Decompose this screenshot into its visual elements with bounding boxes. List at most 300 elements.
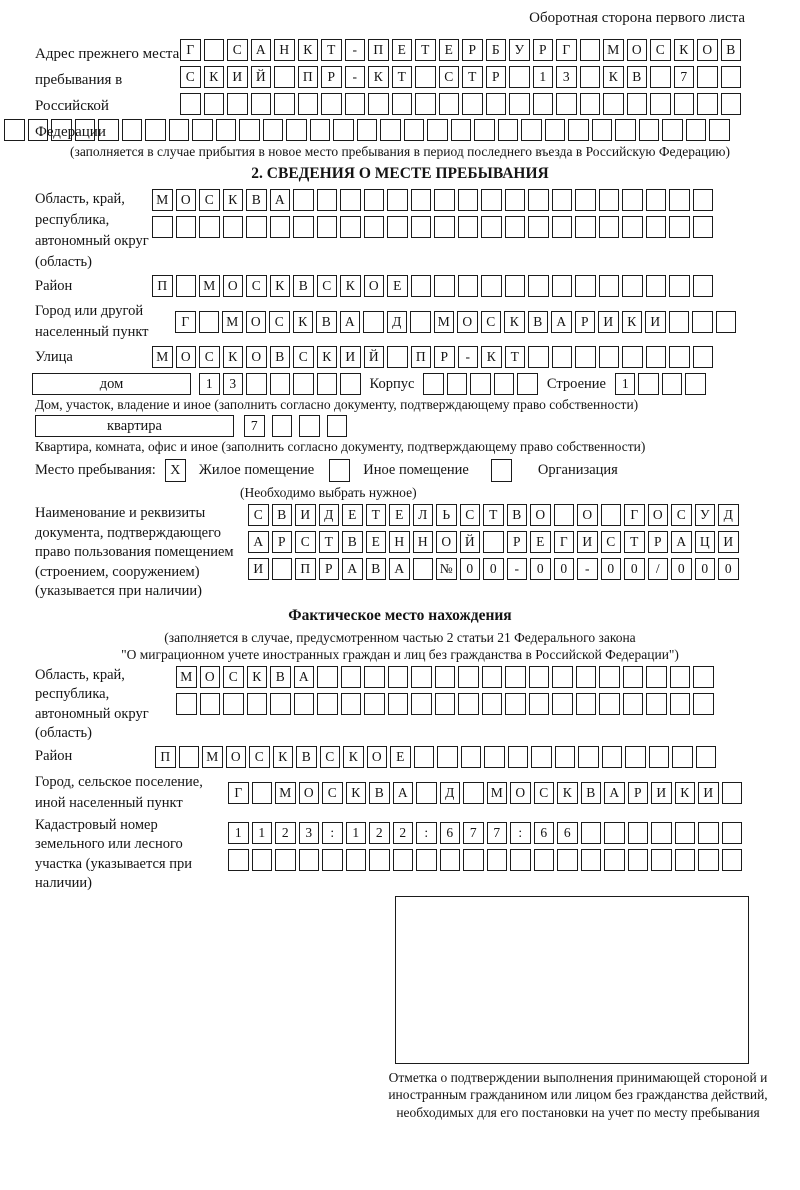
char-box[interactable] xyxy=(364,189,385,211)
char-box[interactable]: С xyxy=(671,504,692,526)
char-box[interactable] xyxy=(622,189,643,211)
char-box[interactable] xyxy=(481,189,502,211)
char-box[interactable] xyxy=(521,119,542,141)
char-box[interactable] xyxy=(427,119,448,141)
char-box[interactable] xyxy=(669,216,690,238)
char-box[interactable]: Р xyxy=(434,346,455,368)
char-box[interactable]: В xyxy=(272,504,293,526)
char-box[interactable] xyxy=(4,119,25,141)
char-box[interactable]: Р xyxy=(507,531,528,553)
char-box[interactable]: Е xyxy=(366,531,387,553)
char-box[interactable] xyxy=(474,119,495,141)
char-box[interactable]: - xyxy=(345,66,366,88)
char-box[interactable]: О xyxy=(510,782,531,804)
char-box[interactable] xyxy=(251,93,272,115)
char-box[interactable]: О xyxy=(226,746,247,768)
char-box[interactable]: С xyxy=(322,782,343,804)
char-box[interactable] xyxy=(199,216,220,238)
char-box[interactable] xyxy=(227,93,248,115)
char-box[interactable] xyxy=(380,119,401,141)
char-box[interactable] xyxy=(368,93,389,115)
char-box[interactable]: Р xyxy=(321,66,342,88)
char-box[interactable]: В xyxy=(296,746,317,768)
char-box[interactable] xyxy=(176,216,197,238)
char-box[interactable]: В xyxy=(246,189,267,211)
char-box[interactable] xyxy=(568,119,589,141)
char-box[interactable]: О xyxy=(436,531,457,553)
char-box[interactable]: С xyxy=(601,531,622,553)
char-box[interactable] xyxy=(556,93,577,115)
char-box[interactable]: - xyxy=(345,39,366,61)
char-box[interactable] xyxy=(646,189,667,211)
char-box[interactable]: С xyxy=(481,311,502,333)
char-box[interactable] xyxy=(721,66,742,88)
char-box[interactable] xyxy=(528,189,549,211)
char-box[interactable]: В xyxy=(342,531,363,553)
char-box[interactable]: К xyxy=(622,311,643,333)
char-box[interactable] xyxy=(317,189,338,211)
char-box[interactable] xyxy=(599,275,620,297)
char-box[interactable]: А xyxy=(551,311,572,333)
char-box[interactable]: М xyxy=(202,746,223,768)
char-box[interactable] xyxy=(672,746,693,768)
char-box[interactable] xyxy=(638,373,659,395)
char-box[interactable]: 7 xyxy=(244,415,265,437)
char-box[interactable] xyxy=(505,275,526,297)
char-box[interactable] xyxy=(581,822,602,844)
char-box[interactable]: С xyxy=(650,39,671,61)
char-box[interactable]: Г xyxy=(228,782,249,804)
char-box[interactable]: П xyxy=(368,39,389,61)
char-box[interactable]: О xyxy=(457,311,478,333)
char-box[interactable]: К xyxy=(674,39,695,61)
char-box[interactable] xyxy=(416,782,437,804)
char-box[interactable]: И xyxy=(651,782,672,804)
char-box[interactable] xyxy=(627,93,648,115)
char-box[interactable] xyxy=(693,216,714,238)
char-box[interactable]: Г xyxy=(556,39,577,61)
char-box[interactable] xyxy=(552,189,573,211)
char-box[interactable]: О xyxy=(246,346,267,368)
char-box[interactable] xyxy=(486,93,507,115)
char-box[interactable]: С xyxy=(227,39,248,61)
char-box[interactable] xyxy=(340,373,361,395)
char-box[interactable] xyxy=(669,311,690,333)
char-box[interactable]: С xyxy=(199,189,220,211)
char-box[interactable]: С xyxy=(320,746,341,768)
char-box[interactable] xyxy=(685,373,706,395)
char-box[interactable] xyxy=(317,216,338,238)
char-box[interactable] xyxy=(576,693,597,715)
char-box[interactable] xyxy=(216,119,237,141)
char-box[interactable]: Е xyxy=(342,504,363,526)
char-box[interactable]: О xyxy=(364,275,385,297)
char-box[interactable] xyxy=(575,346,596,368)
char-box[interactable] xyxy=(639,119,660,141)
char-box[interactable]: Е xyxy=(392,39,413,61)
char-box[interactable] xyxy=(534,849,555,871)
char-box[interactable] xyxy=(508,746,529,768)
char-box[interactable] xyxy=(698,849,719,871)
char-box[interactable] xyxy=(575,275,596,297)
char-box[interactable] xyxy=(509,66,530,88)
char-box[interactable] xyxy=(528,216,549,238)
char-box[interactable]: А xyxy=(270,189,291,211)
char-box[interactable] xyxy=(693,189,714,211)
char-box[interactable]: 0 xyxy=(671,558,692,580)
char-box[interactable] xyxy=(393,849,414,871)
char-box[interactable]: Р xyxy=(486,66,507,88)
char-box[interactable] xyxy=(176,275,197,297)
char-box[interactable] xyxy=(416,849,437,871)
char-box[interactable]: В xyxy=(270,666,291,688)
char-box[interactable] xyxy=(414,746,435,768)
char-box[interactable] xyxy=(341,693,362,715)
char-box[interactable]: Б xyxy=(486,39,507,61)
char-box[interactable]: В xyxy=(369,782,390,804)
char-box[interactable]: К xyxy=(557,782,578,804)
char-box[interactable] xyxy=(604,849,625,871)
char-box[interactable]: 0 xyxy=(601,558,622,580)
char-box[interactable]: Р xyxy=(462,39,483,61)
char-box[interactable] xyxy=(693,346,714,368)
char-box[interactable]: М xyxy=(434,311,455,333)
char-box[interactable] xyxy=(552,666,573,688)
char-box[interactable]: 0 xyxy=(554,558,575,580)
char-box[interactable]: О xyxy=(176,189,197,211)
char-box[interactable] xyxy=(646,693,667,715)
char-box[interactable] xyxy=(413,558,434,580)
char-box[interactable] xyxy=(529,666,550,688)
char-box[interactable] xyxy=(246,373,267,395)
char-box[interactable]: И xyxy=(577,531,598,553)
char-box[interactable]: И xyxy=(698,782,719,804)
char-box[interactable]: Д xyxy=(387,311,408,333)
char-box[interactable] xyxy=(557,849,578,871)
char-box[interactable] xyxy=(505,693,526,715)
char-box[interactable] xyxy=(533,93,554,115)
char-box[interactable]: 1 xyxy=(252,822,273,844)
char-box[interactable]: О xyxy=(200,666,221,688)
char-box[interactable] xyxy=(415,66,436,88)
char-box[interactable]: М xyxy=(275,782,296,804)
char-box[interactable] xyxy=(410,311,431,333)
char-box[interactable]: И xyxy=(227,66,248,88)
char-box[interactable] xyxy=(435,666,456,688)
char-box[interactable] xyxy=(721,93,742,115)
char-box[interactable] xyxy=(604,822,625,844)
char-box[interactable] xyxy=(670,666,691,688)
char-box[interactable] xyxy=(697,66,718,88)
char-box[interactable] xyxy=(675,849,696,871)
char-box[interactable]: А xyxy=(604,782,625,804)
char-box[interactable]: С xyxy=(295,531,316,553)
char-box[interactable]: С xyxy=(223,666,244,688)
char-box[interactable]: К xyxy=(298,39,319,61)
char-box[interactable] xyxy=(310,119,331,141)
char-box[interactable] xyxy=(286,119,307,141)
char-box[interactable] xyxy=(552,346,573,368)
char-box[interactable] xyxy=(662,119,683,141)
char-box[interactable] xyxy=(434,189,455,211)
char-box[interactable] xyxy=(669,189,690,211)
char-box[interactable]: Н xyxy=(413,531,434,553)
char-box[interactable] xyxy=(274,93,295,115)
char-box[interactable]: А xyxy=(251,39,272,61)
char-box[interactable]: В xyxy=(507,504,528,526)
char-box[interactable] xyxy=(387,216,408,238)
char-box[interactable] xyxy=(317,373,338,395)
char-box[interactable] xyxy=(411,275,432,297)
char-box[interactable]: Н xyxy=(389,531,410,553)
char-box[interactable] xyxy=(392,93,413,115)
char-box[interactable]: П xyxy=(155,746,176,768)
char-box[interactable] xyxy=(625,746,646,768)
char-box[interactable]: К xyxy=(270,275,291,297)
char-box[interactable] xyxy=(484,746,505,768)
char-box[interactable]: 0 xyxy=(695,558,716,580)
char-box[interactable] xyxy=(252,849,273,871)
char-box[interactable] xyxy=(693,666,714,688)
char-box[interactable] xyxy=(252,782,273,804)
char-box[interactable]: Й xyxy=(460,531,481,553)
char-box[interactable]: И xyxy=(645,311,666,333)
char-box[interactable]: Л xyxy=(413,504,434,526)
char-box[interactable] xyxy=(696,746,717,768)
char-box[interactable] xyxy=(223,216,244,238)
char-box[interactable]: С xyxy=(269,311,290,333)
char-box[interactable]: К xyxy=(340,275,361,297)
char-box[interactable]: 7 xyxy=(674,66,695,88)
char-box[interactable] xyxy=(482,693,503,715)
char-box[interactable] xyxy=(388,693,409,715)
char-box[interactable]: Т xyxy=(505,346,526,368)
char-box[interactable] xyxy=(458,693,479,715)
char-box[interactable] xyxy=(440,849,461,871)
checkbox-organizatsiya[interactable] xyxy=(491,459,512,482)
char-box[interactable] xyxy=(270,216,291,238)
char-box[interactable]: М xyxy=(199,275,220,297)
char-box[interactable] xyxy=(404,119,425,141)
char-box[interactable] xyxy=(275,849,296,871)
char-box[interactable] xyxy=(505,216,526,238)
char-box[interactable]: А xyxy=(340,311,361,333)
char-box[interactable] xyxy=(223,693,244,715)
char-box[interactable] xyxy=(599,216,620,238)
char-box[interactable]: М xyxy=(487,782,508,804)
char-box[interactable] xyxy=(434,275,455,297)
char-box[interactable]: У xyxy=(695,504,716,526)
char-box[interactable] xyxy=(628,849,649,871)
char-box[interactable] xyxy=(470,373,491,395)
char-box[interactable] xyxy=(722,849,743,871)
char-box[interactable]: О xyxy=(648,504,669,526)
char-box[interactable] xyxy=(662,373,683,395)
char-box[interactable]: В xyxy=(270,346,291,368)
char-box[interactable] xyxy=(698,822,719,844)
char-box[interactable] xyxy=(293,373,314,395)
char-box[interactable] xyxy=(463,782,484,804)
char-box[interactable]: Н xyxy=(274,39,295,61)
char-box[interactable]: В xyxy=(366,558,387,580)
char-box[interactable]: П xyxy=(411,346,432,368)
char-box[interactable]: И xyxy=(340,346,361,368)
char-box[interactable] xyxy=(580,39,601,61)
char-box[interactable] xyxy=(623,693,644,715)
char-box[interactable] xyxy=(669,346,690,368)
char-box[interactable]: К xyxy=(675,782,696,804)
char-box[interactable] xyxy=(646,216,667,238)
char-box[interactable] xyxy=(552,693,573,715)
char-box[interactable] xyxy=(439,93,460,115)
char-box[interactable]: М xyxy=(152,346,173,368)
char-box[interactable] xyxy=(528,275,549,297)
char-box[interactable]: С xyxy=(180,66,201,88)
char-box[interactable] xyxy=(575,216,596,238)
char-box[interactable]: М xyxy=(222,311,243,333)
char-box[interactable]: Г xyxy=(175,311,196,333)
char-box[interactable]: С xyxy=(439,66,460,88)
char-box[interactable] xyxy=(494,373,515,395)
char-box[interactable] xyxy=(246,216,267,238)
char-box[interactable]: Т xyxy=(319,531,340,553)
char-box[interactable] xyxy=(580,66,601,88)
char-box[interactable]: : xyxy=(416,822,437,844)
char-box[interactable] xyxy=(200,693,221,715)
char-box[interactable]: К xyxy=(273,746,294,768)
char-box[interactable]: 7 xyxy=(487,822,508,844)
char-box[interactable]: 2 xyxy=(393,822,414,844)
char-box[interactable] xyxy=(369,849,390,871)
char-box[interactable]: - xyxy=(577,558,598,580)
char-box[interactable] xyxy=(603,93,624,115)
char-box[interactable]: - xyxy=(458,346,479,368)
char-box[interactable] xyxy=(674,93,695,115)
char-box[interactable] xyxy=(554,504,575,526)
char-box[interactable]: Г xyxy=(554,531,575,553)
char-box[interactable]: О xyxy=(223,275,244,297)
char-box[interactable]: В xyxy=(581,782,602,804)
char-box[interactable] xyxy=(709,119,730,141)
checkbox-zhiloe[interactable]: X xyxy=(165,459,186,482)
char-box[interactable]: / xyxy=(648,558,669,580)
char-box[interactable]: 3 xyxy=(223,373,244,395)
char-box[interactable]: С xyxy=(317,275,338,297)
char-box[interactable]: 0 xyxy=(624,558,645,580)
char-box[interactable] xyxy=(693,693,714,715)
char-box[interactable]: Е xyxy=(439,39,460,61)
char-box[interactable] xyxy=(298,93,319,115)
char-box[interactable]: М xyxy=(603,39,624,61)
char-box[interactable]: А xyxy=(671,531,692,553)
char-box[interactable] xyxy=(580,93,601,115)
char-box[interactable]: О xyxy=(246,311,267,333)
char-box[interactable] xyxy=(483,531,504,553)
char-box[interactable]: : xyxy=(510,822,531,844)
char-box[interactable] xyxy=(458,189,479,211)
char-box[interactable] xyxy=(458,216,479,238)
char-box[interactable] xyxy=(411,693,432,715)
char-box[interactable] xyxy=(651,849,672,871)
char-box[interactable]: М xyxy=(152,189,173,211)
char-box[interactable]: Р xyxy=(533,39,554,61)
char-box[interactable] xyxy=(599,693,620,715)
char-box[interactable]: 6 xyxy=(557,822,578,844)
char-box[interactable] xyxy=(651,822,672,844)
char-box[interactable] xyxy=(437,746,458,768)
char-box[interactable]: К xyxy=(223,346,244,368)
char-box[interactable]: П xyxy=(298,66,319,88)
char-box[interactable]: Д xyxy=(440,782,461,804)
char-box[interactable] xyxy=(686,119,707,141)
char-box[interactable] xyxy=(646,666,667,688)
char-box[interactable] xyxy=(650,93,671,115)
char-box[interactable]: 6 xyxy=(534,822,555,844)
char-box[interactable]: К xyxy=(343,746,364,768)
char-box[interactable] xyxy=(411,666,432,688)
char-box[interactable]: К xyxy=(247,666,268,688)
char-box[interactable] xyxy=(346,849,367,871)
char-box[interactable] xyxy=(317,666,338,688)
char-box[interactable]: Т xyxy=(462,66,483,88)
char-box[interactable] xyxy=(321,93,342,115)
char-box[interactable] xyxy=(247,693,268,715)
char-box[interactable]: № xyxy=(436,558,457,580)
char-box[interactable]: 3 xyxy=(556,66,577,88)
char-box[interactable]: Е xyxy=(530,531,551,553)
char-box[interactable] xyxy=(299,415,320,437)
char-box[interactable] xyxy=(722,782,743,804)
char-box[interactable] xyxy=(528,346,549,368)
char-box[interactable]: 0 xyxy=(718,558,739,580)
char-box[interactable] xyxy=(510,849,531,871)
char-box[interactable]: В xyxy=(316,311,337,333)
char-box[interactable]: О xyxy=(627,39,648,61)
char-box[interactable]: 1 xyxy=(533,66,554,88)
char-box[interactable]: Р xyxy=(628,782,649,804)
char-box[interactable]: К xyxy=(481,346,502,368)
char-box[interactable] xyxy=(423,373,444,395)
char-box[interactable] xyxy=(529,693,550,715)
char-box[interactable] xyxy=(451,119,472,141)
char-box[interactable] xyxy=(649,746,670,768)
char-box[interactable]: 2 xyxy=(275,822,296,844)
char-box[interactable]: Р xyxy=(319,558,340,580)
char-box[interactable] xyxy=(601,504,622,526)
char-box[interactable]: 0 xyxy=(460,558,481,580)
char-box[interactable] xyxy=(692,311,713,333)
char-box[interactable]: Т xyxy=(392,66,413,88)
char-box[interactable]: К xyxy=(223,189,244,211)
char-box[interactable]: К xyxy=(346,782,367,804)
char-box[interactable] xyxy=(434,216,455,238)
char-box[interactable]: 3 xyxy=(299,822,320,844)
char-box[interactable] xyxy=(602,746,623,768)
char-box[interactable] xyxy=(461,746,482,768)
char-box[interactable]: Т xyxy=(321,39,342,61)
char-box[interactable] xyxy=(693,275,714,297)
char-box[interactable] xyxy=(272,558,293,580)
char-box[interactable] xyxy=(622,216,643,238)
char-box[interactable]: Т xyxy=(483,504,504,526)
char-box[interactable]: Г xyxy=(624,504,645,526)
char-box[interactable] xyxy=(646,346,667,368)
char-box[interactable]: С xyxy=(248,504,269,526)
char-box[interactable] xyxy=(599,666,620,688)
char-box[interactable] xyxy=(576,666,597,688)
char-box[interactable]: К xyxy=(368,66,389,88)
char-box[interactable]: М xyxy=(176,666,197,688)
